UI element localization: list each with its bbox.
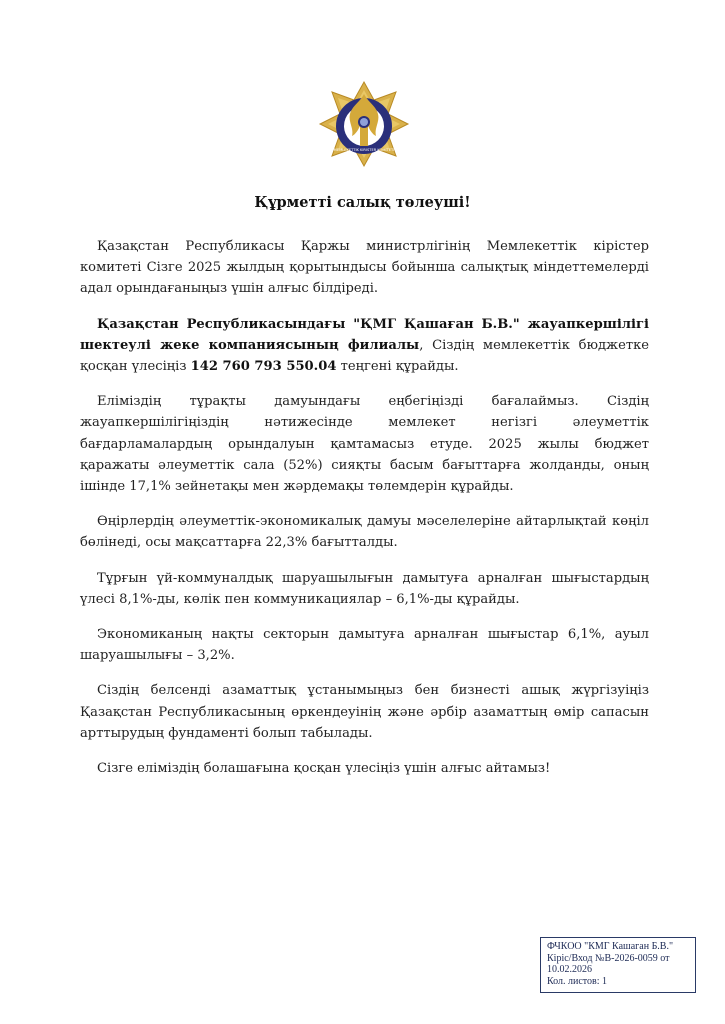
company-name: Қазақстан Республикасындағы "ҚМГ Қашаған Б.В." жауапкершілігі шектеулі жеке компаниясының филиалы bbox=[80, 316, 649, 353]
paragraph-2-middle: , Сіздің мемлекеттік бюджетке қосқан үлесіңіз bbox=[80, 337, 650, 375]
stamp-organization: ФЧКОО "КМГ Кашаган Б.В." bbox=[547, 941, 674, 952]
logo-text: MEMLEKETTIK KIRISTER KOMITETI bbox=[333, 148, 395, 152]
contribution-amount: 142 760 793 550.04 bbox=[190, 359, 337, 375]
letter-title: Құрметті салық төлеуші! bbox=[254, 194, 471, 211]
paragraph-7: Сіздің белсенді азаматтық ұстанымыңыз бен бизнесті ашық жүргізуіңіз Қазақстан Республикасының өркендеуінің және әрбір азаматтың өмір сапасын арттырудың фундаменті болып табылады. bbox=[80, 683, 649, 741]
paragraph-1: Қазақстан Республикасы Қаржы министрлігінің Мемлекеттік кірістер комитеті Сізге 2025 жылдың қорытындысы бойынша салықтық міндеттемелерді адал орындағаныңыз үшін алғыс білдіреді. bbox=[80, 239, 649, 297]
paragraph-8: Сізге еліміздің болашағына қосқан үлесіңіз үшін алғыс айтамыз! bbox=[97, 761, 551, 777]
letter-body bbox=[80, 236, 649, 793]
state-revenue-committee-logo bbox=[316, 80, 412, 168]
emblem-icon bbox=[316, 80, 412, 168]
stamp-sheet-count: Кол. листов: 1 bbox=[547, 975, 608, 987]
paragraph-3: Еліміздің тұрақты дамуындағы еңбегіңізді бағалаймыз. Сіздің жауапкершілігіңіздің нәтижесінде мемлекет негізгі әлеуметтік бағдарламалардың орындалуын қамтамасыз етуде. 2025 жылы бюджет қаражаты әлеуметтік сала (52%) сияқты басым бағыттарға жолданды, оның ішінде 17,1% зейнетақы мен жәрдемақы төлемдерін құрайды. bbox=[80, 394, 649, 495]
registration-stamp bbox=[540, 937, 696, 993]
paragraph-2 bbox=[80, 314, 649, 378]
paragraph-2-end: теңгені құрайды. bbox=[336, 359, 459, 375]
stamp-date: 10.02.2026 bbox=[547, 964, 592, 975]
paragraph-6: Экономиканың нақты секторын дамытуға арналған шығыстар 6,1%, ауыл шаруашылығы – 3,2%. bbox=[80, 627, 649, 664]
stamp-incoming-number: Кіріс/Вход №В-2026-0059 от bbox=[547, 952, 670, 964]
paragraph-4: Өңірлердің әлеуметтік-экономикалық дамуы мәселелеріне айтарлықтай көңіл бөлінеді, осы мақсаттарға 22,3% бағытталды. bbox=[80, 514, 649, 551]
paragraph-5: Тұрғын үй-коммуналдық шаруашылығын дамытуға арналған шығыстардың үлесі 8,1%-ды, көлік пен коммуникациялар – 6,1%-ды құрайды. bbox=[80, 570, 649, 607]
